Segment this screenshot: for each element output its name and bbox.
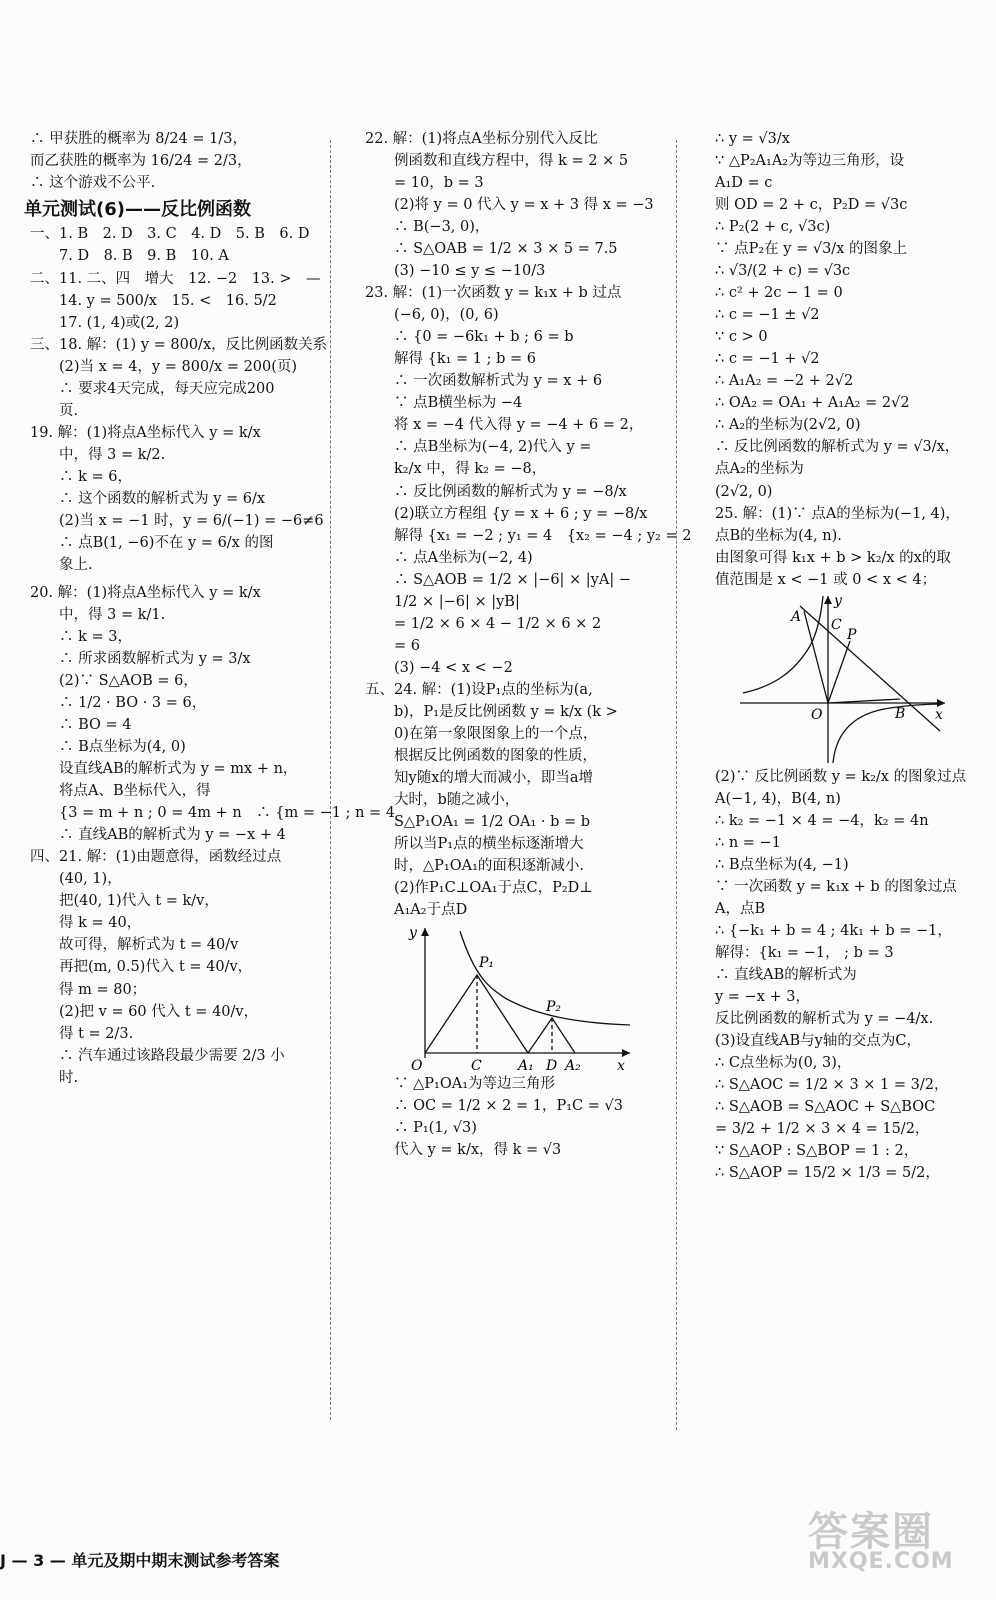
text-line: (3)设直线AB与y轴的交点为C， (715, 1033, 921, 1050)
text-line: 22. 解：(1)将点A坐标分别代入反比 (365, 131, 598, 147)
text-line: 中，得 3 = k/1. (30, 606, 166, 623)
text-line: 点A₂的坐标为 (715, 461, 804, 478)
text-line: 设直线AB的解析式为 y = mx + n， (30, 761, 298, 778)
text-line: ∴ A₁A₂ = −2 + 2√2 (715, 373, 854, 390)
text-line: ∴ S△OAB = 1/2 × 3 × 5 = 7.5 (365, 241, 618, 258)
text-line: = 6 (365, 637, 420, 654)
text-line: ∴ 直线AB的解析式为 y = −x + 4 (30, 827, 286, 844)
text-line: 反比例函数的解析式为 y = −4/x. (715, 1011, 934, 1027)
text-line: 页. (30, 402, 79, 419)
watermark-logo (808, 1500, 983, 1590)
text-line: 象上. (30, 556, 93, 573)
text-line: 四、21. 解：(1)由题意得，函数经过点 (30, 849, 282, 866)
text-line: 五、24. 解：(1)设P₁点的坐标为(a, (365, 681, 593, 698)
text-line: 故可得，解析式为 t = 40/v (30, 937, 239, 954)
text-line: 19. 解：(1)将点A坐标代入 y = k/x (30, 424, 261, 441)
text-line: 得 m = 80； (30, 981, 147, 998)
text-line: k₂/x 中，得 k₂ = −8， (365, 461, 547, 478)
figure-q24 (405, 923, 635, 1073)
text-line: ∴ y = √3/x (715, 131, 790, 147)
text-line: ∴ 所求函数解析式为 y = 3/x (30, 651, 251, 668)
text-line: {3 = m + n ; 0 = 4m + n ∴ {m = −1 ; n = 4 (30, 805, 396, 822)
text-line: ∴ 一次函数解析式为 y = x + 6 (365, 373, 603, 390)
text-line: ∴ √3/(2 + c) = √3c (715, 263, 851, 280)
text-line: ∴ 1/2 · BO · 3 = 6， (30, 695, 207, 712)
text-line: ∴ 反比例函数的解析式为 y = −8/x (365, 483, 627, 500)
text-line: ∵ 一次函数 y = k₁x + b 的图象过点 (715, 878, 957, 895)
column-1 (24, 128, 396, 1089)
fig24-label: A₁ (518, 1058, 534, 1074)
text-line: 17. (1, 4)或(2, 2) (30, 314, 180, 331)
text-line: ∴ k = 6， (30, 468, 132, 485)
fig25-label: y (834, 592, 842, 609)
text-line: A₁D = c (715, 175, 773, 192)
text-line: 把(40, 1)代入 t = k/v， (30, 893, 219, 910)
text-line: 代入 y = k/x，得 k = √3 (365, 1142, 562, 1159)
text-line: A(−1, 4)，B(4, n) (715, 790, 841, 807)
fig24-label: C (471, 1058, 482, 1074)
text-line: 解得 {x₁ = −2 ; y₁ = 4 {x₂ = −4 ; y₂ = 2 (365, 527, 692, 544)
fig25-label: O (811, 706, 823, 723)
text-line: 将 x = −4 代入得 y = −4 + 6 = 2， (365, 417, 644, 434)
text-line: 例函数和直线方程中，得 k = 2 × 5 (365, 153, 629, 170)
fig24-label: O (411, 1058, 423, 1074)
column-3 (715, 128, 980, 1184)
text-line: (2)把 v = 60 代入 t = 40/v， (30, 1003, 259, 1020)
text-line: ∴ 点B坐标为(−4, 2)代入 y = (365, 439, 592, 456)
text-line: 20. 解：(1)将点A坐标代入 y = k/x (30, 584, 261, 601)
column-divider-2 (676, 140, 677, 1430)
text-line: = 3/2 + 1/2 × 3 × 4 = 15/2， (715, 1121, 930, 1138)
text-line: 由图象可得 k₁x + b > k₂/x 的x的取 (715, 549, 951, 566)
text-line: (3) −10 ≤ y ≤ −10/3 (365, 263, 546, 280)
text-line: ∴ OA₂ = OA₁ + A₁A₂ = 2√2 (715, 395, 910, 412)
fig24-label: x (617, 1058, 625, 1074)
text-line: (2)作P₁C⊥OA₁于点C，P₂D⊥ (365, 880, 593, 897)
text-line: ∴ 点A坐标为(−2, 4) (365, 549, 533, 566)
watermark-text: 答案圈 (808, 1509, 934, 1555)
watermark-url: MXQE.COM (808, 1549, 954, 1574)
text-line: ∴ k₂ = −1 × 4 = −4，k₂ = 4n (715, 812, 929, 829)
text-line: (2)当 x = −1 时，y = 6/(−1) = −6≠6 (30, 512, 324, 529)
text-line: b)，P₁是反比例函数 y = k/x (k > (365, 703, 618, 720)
fig24-hyperbola (460, 931, 630, 1025)
text-line: ∴ A₂的坐标为(2√2, 0) (715, 417, 861, 434)
fig25-label: P (847, 626, 857, 643)
fig25-segment-op (828, 641, 850, 703)
text-line: 得 t = 2/3. (30, 1025, 134, 1042)
text-line: ∴ S△AOP = 15/2 × 1/3 = 5/2， (715, 1165, 940, 1182)
text-line: ∴ 甲获胜的概率为 8/24 = 1/3， (30, 131, 247, 147)
text-line: (2√2, 0) (715, 483, 773, 500)
text-line: ∴ S△AOB = 1/2 × |−6| × |yA| − (365, 571, 631, 588)
text-line: ∴ 反比例函数的解析式为 y = √3/x， (715, 439, 960, 456)
text-line: ∴ 直线AB的解析式为 (715, 966, 857, 983)
text-line: (2)∵ S△AOB = 6， (30, 673, 198, 690)
fig24-label: A₂ (565, 1058, 581, 1074)
text-line: ∴ {0 = −6k₁ + b ; 6 = b (365, 329, 574, 346)
fig24-label: D (546, 1058, 558, 1074)
text-line: ∵ 点B横坐标为 −4 (365, 395, 523, 412)
text-line: 0)在第一象限图象上的一个点， (365, 725, 598, 742)
text-line: ∴ B点坐标为(4, 0) (30, 739, 186, 756)
text-line: 再把(m, 0.5)代入 t = 40/v， (30, 959, 253, 976)
text-line: y = −x + 3， (715, 988, 810, 1005)
text-line: 而乙获胜的概率为 16/24 = 2/3， (30, 153, 252, 170)
text-line: 点B的坐标为(4, n). (715, 527, 842, 544)
text-line: ∴ n = −1 (715, 834, 781, 851)
text-line: ∴ 汽车通过该路段最少需要 2/3 小 (30, 1047, 285, 1064)
text-line: 解得：{k₁ = −1， ; b = 3 (715, 944, 894, 961)
text-line: 25. 解：(1)∵ 点A的坐标为(−1, 4)， (715, 505, 960, 522)
text-line: 解得 {k₁ = 1 ; b = 6 (365, 351, 537, 368)
text-line: 大时，b随之减小， (365, 791, 520, 808)
text-line: ∴ 点B(1, −6)不在 y = 6/x 的图 (30, 534, 274, 551)
fig24-label: P₂ (546, 999, 562, 1016)
text-line: 根据反比例函数的图象的性质， (365, 747, 597, 764)
text-line: ∵ △P₁OA₁为等边三角形 (365, 1076, 556, 1093)
text-line: S△P₁OA₁ = 1/2 OA₁ · b = b (365, 813, 591, 830)
text-line: ∴ S△AOB = S△AOC + S△BOC (715, 1099, 936, 1116)
fig25-label: C (831, 616, 842, 633)
fig25-label: B (895, 705, 906, 722)
fig25-label: A (791, 608, 802, 625)
text-line: (2)当 x = 4，y = 800/x = 200(页) (30, 358, 298, 375)
text-line: 三、18. 解：(1) y = 800/x，反比例函数关系 (30, 336, 328, 353)
text-line: 所以当P₁点的横坐标逐渐增大 (365, 836, 584, 852)
text-line: 得 k = 40， (30, 915, 142, 932)
text-line: (2)∵ 反比例函数 y = k₂/x 的图象过点 (715, 768, 967, 785)
section-title: 单元测试(6)——反比例函数 (24, 199, 251, 221)
text-line: ∴ BO = 4 (30, 717, 132, 734)
text-line: 时. (30, 1069, 79, 1086)
column-2 (365, 128, 692, 1161)
text-line: (3) −4 < x < −2 (365, 659, 513, 676)
text-line: 中，得 3 = k/2. (30, 446, 166, 463)
text-line: 7. D 8. B 9. B 10. A (30, 248, 229, 265)
text-line: ∴ k = 3， (30, 629, 132, 646)
text-line: ∴ 要求4天完成，每天应完成200 (30, 380, 275, 397)
fig25-segment-oa (804, 611, 828, 703)
text-line: (−6, 0)，(0, 6) (365, 307, 499, 324)
text-line: 1/2 × |−6| × |yB| (365, 593, 520, 610)
text-line: A₁A₂于点D (365, 902, 468, 919)
fig25-label: x (935, 706, 943, 723)
text-line: ∴ P₂(2 + c, √3c) (715, 219, 831, 236)
text-line: ∴ B点坐标为(4, −1) (715, 856, 849, 873)
text-line: (2)联立方程组 {y = x + 6 ; y = −8/x (365, 505, 648, 522)
text-line: 将点A、B坐标代入，得 (30, 783, 211, 800)
text-line: (40, 1)， (30, 871, 122, 888)
text-line: ∴ OC = 1/2 × 2 = 1，P₁C = √3 (365, 1098, 623, 1115)
column-divider-1 (330, 140, 331, 1420)
page-footer: J — 3 — 单元及期中期末测试参考答案 (0, 1551, 280, 1570)
text-line: 时，△P₁OA₁的面积逐渐减小. (365, 858, 584, 875)
text-line: ∴ c = −1 ± √2 (715, 307, 820, 324)
text-line: 23. 解：(1)一次函数 y = k₁x + b 过点 (365, 285, 622, 302)
text-line: ∵ S△AOP : S△BOP = 1 : 2， (715, 1143, 919, 1160)
text-line: (2)将 y = 0 代入 y = x + 3 得 x = −3 (365, 197, 654, 214)
text-line: ∴ P₁(1, √3) (365, 1120, 477, 1137)
figure-q25 (735, 591, 950, 766)
text-line: 则 OD = 2 + c，P₂D = √3c (715, 197, 908, 214)
fig25-hyperbola-left (743, 596, 823, 693)
text-line: ∴ {−k₁ + b = 4 ; 4k₁ + b = −1， (715, 922, 952, 939)
text-line: = 10，b = 3 (365, 175, 484, 192)
text-line: ∴ c = −1 + √2 (715, 351, 820, 368)
text-line: ∴ B(−3, 0)， (365, 219, 490, 236)
text-line: ∵ c > 0 (715, 329, 768, 346)
text-line: ∴ 这个函数的解析式为 y = 6/x (30, 490, 266, 507)
text-line: ∵ 点P₂在 y = √3/x 的图象上 (715, 241, 907, 258)
text-line: 一、1. B 2. D 3. C 4. D 5. B 6. D (30, 226, 310, 243)
text-line: ∴ S△AOC = 1/2 × 3 × 1 = 3/2， (715, 1077, 949, 1094)
text-line: ∴ C点坐标为(0, 3)， (715, 1055, 852, 1072)
text-line: ∵ △P₂A₁A₂为等边三角形，设 (715, 153, 905, 170)
fig24-label: P₁ (479, 955, 495, 972)
text-line: 值范围是 x < −1 或 0 < x < 4； (715, 571, 937, 588)
text-line: ∴ c² + 2c − 1 = 0 (715, 285, 843, 302)
fig24-label: y (409, 925, 417, 942)
text-line: 知y随x的增大而减小，即当a增 (365, 769, 594, 786)
text-line: = 1/2 × 6 × 4 − 1/2 × 6 × 2 (365, 615, 602, 632)
text-line: ∴ 这个游戏不公平. (30, 175, 156, 192)
fig25-hyperbola-right (833, 704, 943, 763)
text-line: 14. y = 500/x 15. < 16. 5/2 (30, 292, 277, 309)
text-line: A，点B (715, 900, 766, 917)
text-line: 二、11. 二、四 增大 12. −2 13. > — (30, 270, 321, 287)
